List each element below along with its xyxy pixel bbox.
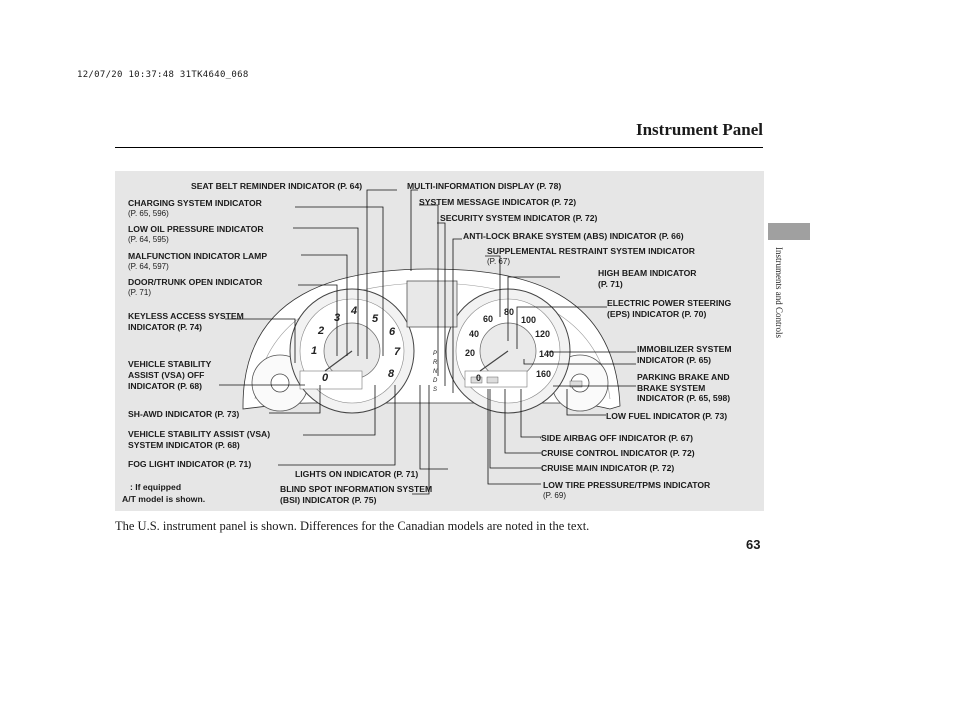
tach-3: 3 — [334, 312, 341, 324]
label-immobilizer: IMMOBILIZER SYSTEM — [637, 344, 732, 354]
tach-5: 5 — [372, 313, 379, 325]
label-vsa-2: SYSTEM INDICATOR (P. 68) — [128, 440, 240, 450]
tach-8: 8 — [388, 368, 395, 380]
label-vsa-off-2: ASSIST (VSA) OFF — [128, 370, 205, 380]
label-sh-awd: SH-AWD INDICATOR (P. 73) — [128, 409, 240, 419]
speed-60: 60 — [483, 314, 494, 324]
tach-1: 1 — [311, 345, 318, 357]
tach-4: 4 — [351, 305, 358, 317]
speed-80: 80 — [504, 307, 515, 317]
label-cruise-control: CRUISE CONTROL INDICATOR (P. 72) — [541, 448, 695, 458]
label-multi-info-display: MULTI-INFORMATION DISPLAY (P. 78) — [407, 181, 562, 191]
label-parking-1: PARKING BRAKE AND — [637, 372, 730, 382]
multi-information-display — [407, 281, 457, 327]
label-bsi-2: (BSI) INDICATOR (P. 75) — [280, 495, 377, 505]
gear-r: R — [433, 360, 438, 366]
label-low-fuel: LOW FUEL INDICATOR (P. 73) — [606, 411, 728, 421]
speed-0: 0 — [476, 373, 482, 383]
label-seat-belt: SEAT BELT REMINDER INDICATOR (P. 64) — [191, 181, 363, 191]
note-if-equipped: : If equipped — [130, 482, 182, 492]
title-rule — [115, 147, 763, 148]
speed-20: 20 — [465, 348, 476, 358]
label-immobilizer-ref: INDICATOR (P. 65) — [637, 355, 712, 365]
label-fog: FOG LIGHT INDICATOR (P. 71) — [128, 459, 252, 469]
label-malfunction: MALFUNCTION INDICATOR LAMP — [128, 251, 268, 261]
label-security: SECURITY SYSTEM INDICATOR (P. 72) — [440, 213, 598, 223]
label-parking-2: BRAKE SYSTEM — [637, 383, 706, 393]
label-charging-ref: (P. 65, 596) — [128, 209, 169, 218]
label-eps-ref: (EPS) INDICATOR (P. 70) — [607, 309, 707, 319]
tach-6: 6 — [389, 326, 396, 338]
label-cruise-main: CRUISE MAIN INDICATOR (P. 72) — [541, 463, 675, 473]
label-low-oil: LOW OIL PRESSURE INDICATOR — [128, 224, 264, 234]
section-tab — [768, 223, 810, 240]
label-high-beam-ref: (P. 71) — [598, 279, 623, 289]
label-eps: ELECTRIC POWER STEERING — [607, 298, 732, 308]
label-tpms: LOW TIRE PRESSURE/TPMS INDICATOR — [543, 480, 711, 490]
speed-100: 100 — [521, 315, 537, 325]
label-srs: SUPPLEMENTAL RESTRAINT SYSTEM INDICATOR — [487, 246, 696, 256]
label-keyless-ref: INDICATOR (P. 74) — [128, 322, 203, 332]
label-door-trunk: DOOR/TRUNK OPEN INDICATOR — [128, 277, 263, 287]
label-lights-on: LIGHTS ON INDICATOR (P. 71) — [295, 469, 419, 479]
speed-120: 120 — [535, 329, 551, 339]
label-parking-3: INDICATOR (P. 65, 598) — [637, 393, 731, 403]
section-tab-label: Instruments and Controls — [774, 247, 784, 338]
label-tpms-ref: (P. 69) — [543, 491, 566, 500]
label-door-trunk-ref: (P. 71) — [128, 288, 151, 297]
speed-40: 40 — [469, 329, 480, 339]
gear-n: N — [433, 369, 438, 375]
label-malfunction-ref: (P. 64, 597) — [128, 262, 169, 271]
figure-caption: The U.S. instrument panel is shown. Differences for the Canadian models are noted in the text. — [115, 519, 590, 533]
label-high-beam: HIGH BEAM INDICATOR — [598, 268, 697, 278]
label-vsa-off-1: VEHICLE STABILITY — [128, 359, 212, 369]
tach-2: 2 — [318, 325, 325, 337]
speed-140: 140 — [539, 349, 555, 359]
gear-s: S — [433, 387, 438, 393]
print-stamp: 12/07/20 10:37:48 31TK4640_068 — [77, 70, 249, 80]
gear-p: P — [433, 351, 438, 357]
label-abs: ANTI-LOCK BRAKE SYSTEM (ABS) INDICATOR (P. 66) — [463, 231, 684, 241]
page-title: Instrument Panel — [635, 120, 763, 139]
label-side-airbag: SIDE AIRBAG OFF INDICATOR (P. 67) — [541, 433, 693, 443]
label-low-oil-ref: (P. 64, 595) — [128, 235, 169, 244]
note-at-model: A/T model is shown. — [122, 494, 206, 504]
tach-7: 7 — [394, 346, 401, 358]
label-vsa-off-3: INDICATOR (P. 68) — [128, 381, 203, 391]
label-system-message: SYSTEM MESSAGE INDICATOR (P. 72) — [419, 197, 577, 207]
tach-0: 0 — [322, 372, 329, 384]
gear-d: D — [433, 378, 438, 384]
label-srs-ref: (P. 67) — [487, 257, 510, 266]
label-keyless: KEYLESS ACCESS SYSTEM — [128, 311, 244, 321]
page-number: 63 — [746, 537, 761, 552]
label-vsa-1: VEHICLE STABILITY ASSIST (VSA) — [128, 429, 271, 439]
label-charging: CHARGING SYSTEM INDICATOR — [128, 198, 262, 208]
speed-160: 160 — [536, 369, 552, 379]
label-bsi-1: BLIND SPOT INFORMATION SYSTEM — [280, 484, 433, 494]
